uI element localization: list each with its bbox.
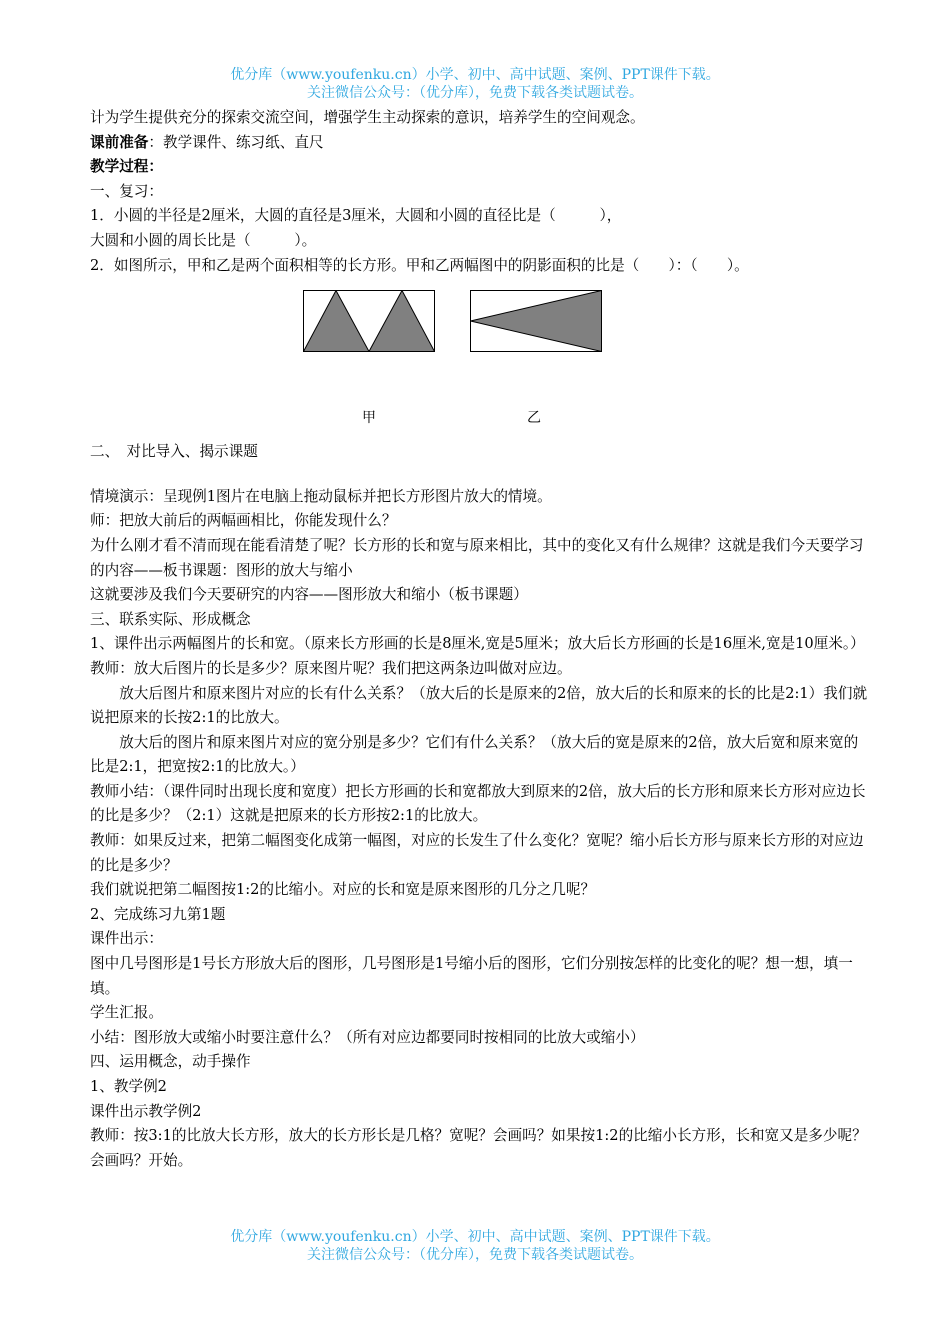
section3-p4: 放大后的图片和原来图片对应的宽分别是多少？它们有什么关系？（放大后的宽是原来的2倍，放大后宽和原来宽的比是2:1，把宽按2:1的比放大。） [90, 733, 859, 776]
review-heading: 一、复习： [90, 182, 163, 200]
figure-jia-diagram [303, 290, 435, 352]
figure-row [90, 278, 870, 428]
intro-text: 计为学生提供充分的探索交流空间，增强学生主动探索的意识，培养学生的空间观念。 [90, 109, 645, 126]
review-q1-line2: 大圆和小圆的周长比是（ ）。 [90, 231, 317, 249]
section3-p8: 2、完成练习九第1题 [90, 905, 226, 923]
section3-heading: 三、联系实际、形成概念 [90, 610, 251, 628]
figure-yi [470, 290, 602, 352]
section4-p3: 教师：按3:1的比放大长方形，放大的长方形长是几格？宽呢？会画吗？如果按1:2的比缩小长方形，长和宽又是多少呢？会画吗？开始。 [90, 1127, 867, 1169]
section2-p2: 师：把放大前后的两幅画相比，你能发现什么？ [90, 512, 397, 530]
section2-p3: 为什么刚才看不清而现在能看清楚了呢？长方形的长和宽与原来相比，其中的变化又有什么规律？这就是我们今天要学习的内容——板书课题：图形的放大与缩小 [90, 536, 864, 579]
section3-p7: 我们就说把第二幅图按1:2的比缩小。对应的长和宽是原来图形的几分之几呢？ [90, 881, 596, 899]
section3-p3: 放大后图片和原来图片对应的长有什么关系？（放大后的长是原来的2倍，放大后的长和原来的长的比是2:1）我们就说把原来的长按2:1的比放大。 [90, 684, 868, 727]
process-title: 教学过程： [90, 158, 163, 176]
footer-line-2: 关注微信公众号：（优分库），免费下载各类试题试卷。 [307, 1247, 643, 1263]
section3-p6: 教师：如果反过来，把第二幅图变化成第一幅图，对应的长发生了什么变化？宽呢？缩小后长方形与原来长方形的对应边的比是多少？ [90, 832, 864, 874]
section4-p2: 课件出示教学例2 [90, 1102, 202, 1120]
figure-jia [303, 290, 435, 352]
section2-p4: 这就要涉及我们今天要研究的内容——图形放大和缩小（板书课题） [90, 586, 528, 604]
figure-jia-label: 甲 [362, 410, 376, 427]
section3-p9: 课件出示： [90, 930, 163, 948]
page-header [0, 66, 950, 102]
prep-text: ：教学课件、练习纸、直尺 [148, 133, 324, 151]
document-body [90, 106, 870, 1173]
review-q1-line1: 1．小圆的半径是2厘米，大圆的直径是3厘米，大圆和小圆的直径比是（ ）， [90, 207, 622, 225]
figure-yi-label: 乙 [527, 410, 541, 427]
section3-p12: 小结：图形放大或缩小时要注意什么？（所有对应边都要同时按相同的比放大或缩小） [90, 1028, 645, 1046]
review-q2: 2．如图所示，甲和乙是两个面积相等的长方形。甲和乙两幅图中的阴影面积的比是（ ）：（ ）。 [90, 256, 749, 274]
figure-yi-diagram [470, 290, 602, 352]
section4-p1: 1、教学例2 [90, 1078, 167, 1095]
section3-p1: 1、课件出示两幅图片的长和宽。（原来长方形画的长是8厘米,宽是5厘米；放大后长方形画的长是16厘米,宽是10厘米。） [90, 635, 865, 653]
section2-heading: 二、 对比导入、揭示课题 [90, 443, 258, 461]
section3-p11: 学生汇报。 [90, 1004, 163, 1022]
header-line-2: 关注微信公众号：（优分库），免费下载各类试题试卷。 [307, 85, 643, 101]
section3-p10: 图中几号图形是1号长方形放大后的图形，几号图形是1号缩小后的图形，它们分别按怎样的比变化的呢？想一想，填一填。 [90, 955, 853, 997]
header-line-1: 优分库（www.youfenku.cn）小学、初中、高中试题、案例、PPT课件下载。 [230, 67, 720, 83]
prep-line [90, 131, 870, 156]
section3-p5: 教师小结：（课件同时出现长度和宽度）把长方形画的长和宽都放大到原来的2倍，放大后的长方形和原来长方形对应边长的比是多少？（2:1）这就是把原来的长方形按2:1的比放大。 [90, 782, 866, 825]
section3-p2: 教师：放大后图片的长是多少？原来图片呢？我们把这两条边叫做对应边。 [90, 659, 572, 677]
section4-heading: 四、运用概念，动手操作 [90, 1053, 251, 1071]
prep-label: 课前准备 [90, 133, 149, 151]
section2-p1: 情境演示：呈现例1图片在电脑上拖动鼠标并把长方形图片放大的情境。 [90, 487, 552, 505]
footer-line-1: 优分库（www.youfenku.cn）小学、初中、高中试题、案例、PPT课件下载。 [230, 1229, 720, 1245]
page-footer [0, 1228, 950, 1264]
